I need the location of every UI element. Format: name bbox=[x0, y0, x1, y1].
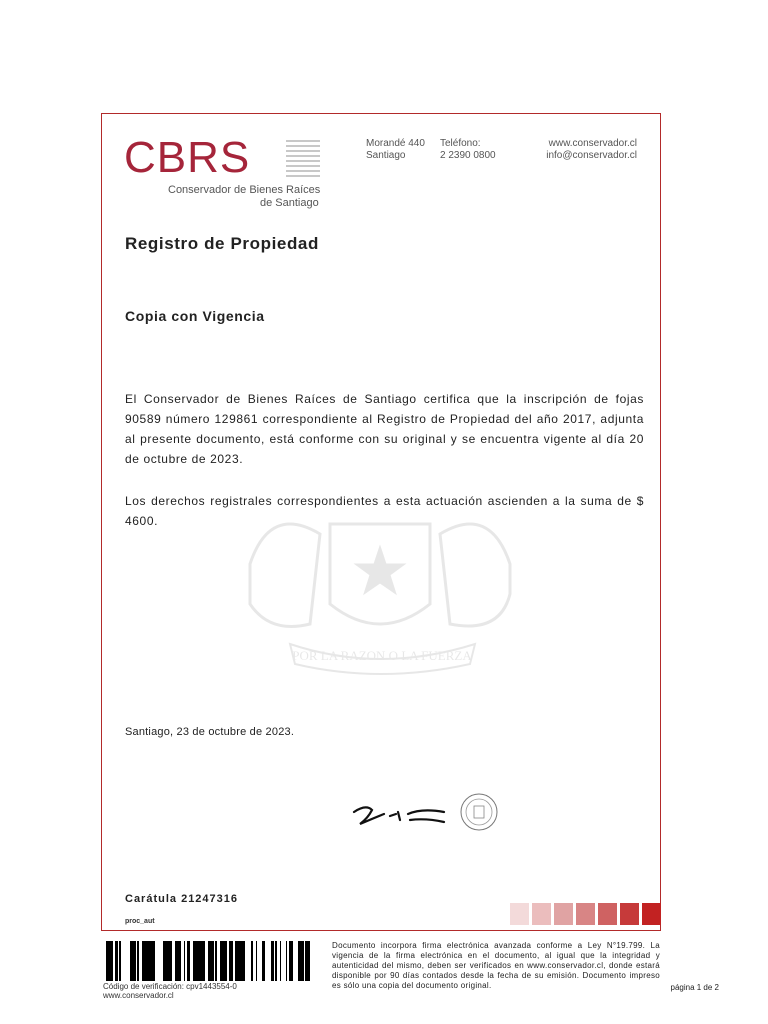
logo-subtitle-line2: de Santiago bbox=[260, 197, 319, 209]
official-stamp-icon bbox=[456, 792, 502, 832]
square bbox=[532, 903, 551, 925]
document-subtitle: Copia con Vigencia bbox=[125, 308, 265, 324]
logo-stripes-icon bbox=[286, 140, 320, 180]
web-block bbox=[546, 138, 637, 162]
place-and-date: Santiago, 23 de octubre de 2023. bbox=[125, 726, 295, 738]
square bbox=[598, 903, 617, 925]
caratula-number: Carátula 21247316 bbox=[125, 893, 239, 905]
seal-motto: POR LA RAZON O LA FUERZA bbox=[292, 648, 472, 663]
certification-paragraph: El Conservador de Bienes Raíces de Santiago certifica que la inscripción de fojas 90589 número 129861 correspondiente al Registro de Propiedad del año 2017, adjunta al presente documento, está conforme con su original y se encuentra vigente al día 20 de octubre de 2023. bbox=[125, 392, 644, 466]
phone-block bbox=[440, 138, 496, 162]
document-title: Registro de Propiedad bbox=[125, 234, 319, 253]
address-block bbox=[366, 138, 425, 162]
address-line2: Santiago bbox=[366, 150, 406, 161]
page-number: página 1 de 2 bbox=[670, 983, 719, 992]
decorative-squares bbox=[510, 903, 661, 925]
fees-paragraph: Los derechos registrales correspondientes a esta actuación ascienden a la suma de $ 4600. bbox=[125, 494, 644, 528]
phone-label: Teléfono: bbox=[440, 138, 481, 149]
square bbox=[510, 903, 529, 925]
verification-code: Código de verificación: cpv1443554-0 bbox=[103, 982, 237, 991]
logo-subtitle-line1: Conservador de Bienes Raíces bbox=[168, 184, 321, 196]
square bbox=[576, 903, 595, 925]
logo-text: CBRS bbox=[124, 133, 251, 182]
legal-notice: Documento incorpora firma electrónica avanzada conforme a Ley N°19.799. La vigencia de la firma electrónica en el documento, al igual que la integridad y autenticidad del mismo, deben ser verificados en www.conservador.cl, donde estará disponible por 90 días contados desde la fecha de su emisión. Documento impreso es sólo una copia del documento original. bbox=[332, 941, 660, 990]
verification-block bbox=[103, 982, 237, 1000]
square bbox=[620, 903, 639, 925]
verification-site[interactable]: www.conservador.cl bbox=[103, 991, 174, 1000]
address-line1: Morandé 440 bbox=[366, 138, 425, 149]
email-link[interactable]: info@conservador.cl bbox=[546, 150, 637, 161]
website-link[interactable]: www.conservador.cl bbox=[548, 138, 637, 149]
square bbox=[642, 903, 661, 925]
handwritten-signature bbox=[352, 800, 448, 830]
phone-number: 2 2390 0800 bbox=[440, 150, 496, 161]
barcode bbox=[102, 941, 327, 981]
proc-label: proc_aut bbox=[125, 918, 155, 925]
square bbox=[554, 903, 573, 925]
